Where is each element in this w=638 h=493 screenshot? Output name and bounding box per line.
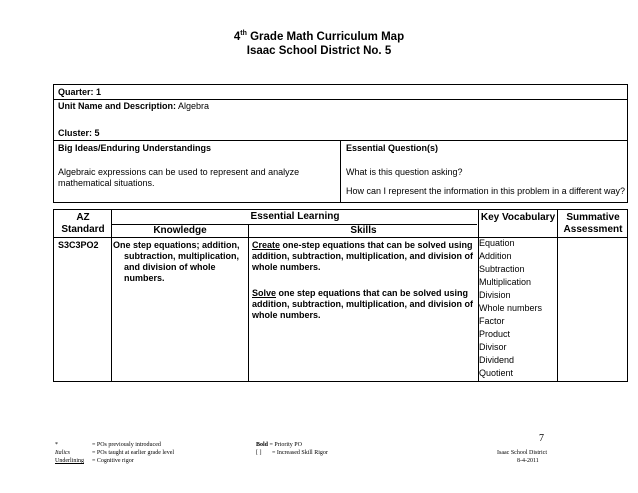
vocab-term: Addition [479,251,512,261]
vocab-term: Divisor [479,342,507,352]
standard-code: S3C3PO2 [58,240,99,250]
document-title [0,30,638,44]
unit-info-box [53,84,628,203]
essential-question-2: How can I represent the information in this problem in a different way? [346,186,625,196]
big-ideas-heading: Big Ideas/Enduring Understandings [58,143,212,153]
legend-row [55,457,174,465]
vocab-term: Equation [479,238,515,248]
legend-symbol: Italics [55,450,70,456]
vocab-term: Subtraction [479,264,525,274]
page-number: 7 [539,433,544,444]
unit-value: Algebra [178,101,210,111]
bracket-label: [ ] [256,450,262,456]
cluster-label: Cluster: 5 [58,128,100,138]
skills-header: Skills [350,225,377,236]
legend-meaning: = Cognitive rigor [92,458,134,464]
key-vocabulary-header: Key Vocabulary [480,212,556,223]
grade-suffix: th [240,30,247,37]
vocab-term: Division [479,290,511,300]
vocab-term: Factor [479,316,505,326]
summative-assessment-header: Summative Assessment [563,212,623,235]
footer-date: 8-4-2011 [517,458,539,464]
legend-meaning: = POs taught at earlier grade level [92,450,175,456]
skill-create [252,240,476,273]
az-standard-header: AZ Standard [61,212,105,235]
legend-symbol: * [55,442,58,448]
knowledge-text: One step equations; addition, subtraction, multiplication, and division of whole numbers. [113,240,240,283]
skill-solve-text: one step equations that can be solved using addition, subtraction, multiplication, and division of whole numbers. [252,288,474,320]
bold-meaning: = Priority PO [269,442,302,448]
footer-district: Isaac School District [497,450,547,456]
title-text: Grade Math Curriculum Map [246,31,405,43]
skill-solve [252,288,476,321]
grade-number: 4 [233,31,241,43]
curriculum-table [53,209,628,382]
unit-line [58,101,209,112]
vocab-term: Multiplication [479,277,532,287]
divider [340,140,341,202]
knowledge-header: Knowledge [153,225,207,236]
big-ideas-text: Algebraic expressions can be used to represent and analyze mathematical situations. [58,167,300,188]
legend-symbol: Underlining [55,458,84,464]
legend-row [256,449,328,457]
legend-row [256,441,328,449]
divider [54,99,627,100]
bold-label: Bold [256,442,269,448]
legend-row [55,449,174,457]
vocabulary-list [479,237,542,380]
vocab-term: Quotient [479,368,514,378]
quarter-label: Quarter: 1 [58,87,102,97]
district-title: Isaac School District No. 5 [246,45,392,57]
vocab-term: Dividend [479,355,515,365]
skill-create-text: one-step equations that can be solved using addition, subtraction, multiplication, and division of whole numbers. [252,240,474,272]
essential-learning-header: Essential Learning [250,211,340,222]
skill-verb-solve: Solve [252,288,277,298]
footer-legend-middle [256,441,328,457]
skill-verb-create: Create [252,240,281,250]
vocab-term: Whole numbers [479,303,543,313]
vocab-term: Product [479,329,511,339]
essential-question-heading: Essential Question(s) [346,143,439,153]
unit-label: Unit Name and Description: [58,101,177,111]
legend-meaning: = POs previously introduced [92,442,161,448]
legend-row [55,441,174,449]
essential-question-1: What is this question asking? [346,167,463,177]
bracket-meaning: = Increased Skill Rigor [272,450,328,456]
footer-legend-left [55,441,174,465]
